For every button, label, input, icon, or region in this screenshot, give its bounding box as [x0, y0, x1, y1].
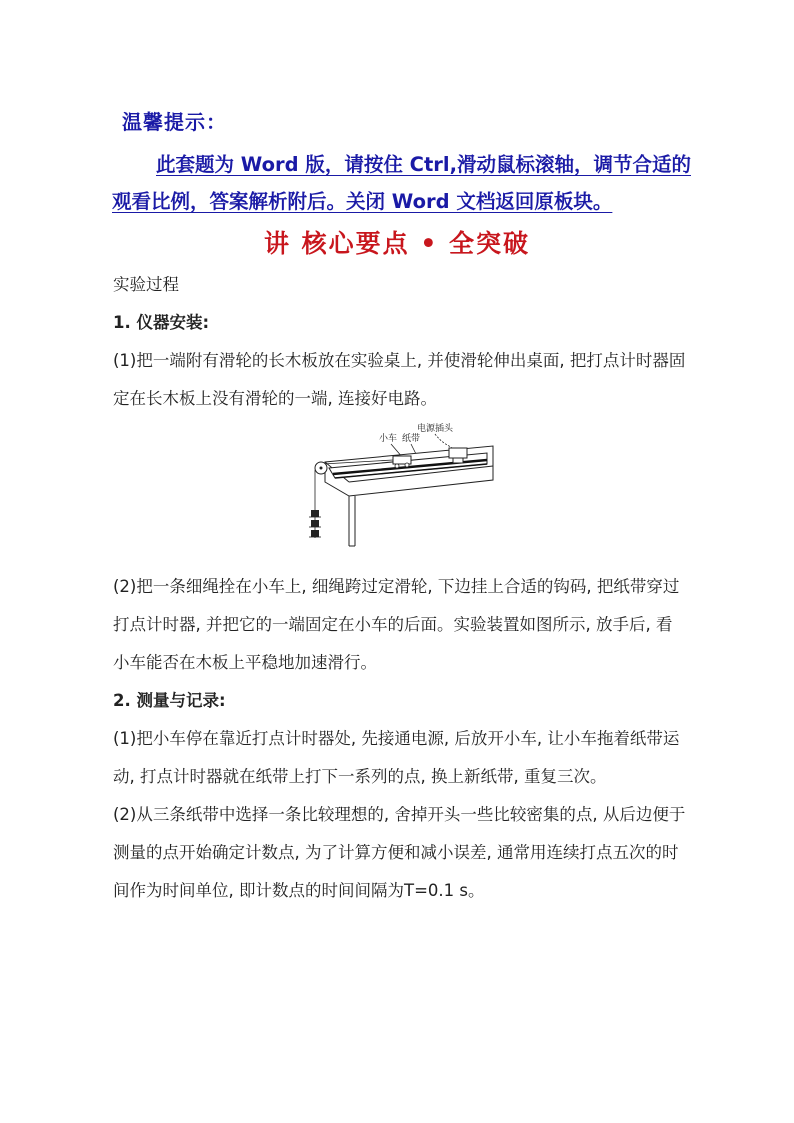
notice-body: 此套题为 Word 版，请按住 Ctrl,滑动鼠标滚轴，调节合适的观看比例，答案解析附后。关闭 Word 文档返回原板块。 — [112, 153, 691, 213]
step2-title: 2. 测量与记录: — [113, 691, 226, 710]
label-power: 电源插头 — [417, 424, 454, 434]
step2-item1: (1)把小车停在靠近打点计时器处, 先接通电源, 后放开小车, 让小车拖着纸带运动, 打点计时器就在纸带上打下一系列的点, 换上新纸带, 重复三次。 — [113, 729, 680, 786]
apparatus-diagram — [303, 420, 498, 548]
section-heading: 讲 核心要点 • 全突破 — [263, 229, 531, 258]
document-content — [113, 266, 688, 910]
label-tape: 纸带 — [402, 434, 421, 444]
step2-item2: (2)从三条纸带中选择一条比较理想的, 舍掉开头一些比较密集的点, 从后边便于测量的点开始确定计数点, 为了计算方便和减小误差, 通常用连续打点五次的时间作为时间单位, 即计数点的时间间隔为T=0.1 s。 — [113, 805, 686, 900]
step1-title: 1. 仪器安装: — [113, 313, 210, 332]
experiment-title: 实验过程 — [113, 275, 179, 294]
step1-item2: (2)把一条细绳拴在小车上, 细绳跨过定滑轮, 下边挂上合适的钩码, 把纸带穿过打点计时器, 并把它的一端固定在小车的后面。实验装置如图所示, 放手后, 看小车能否在木板上平稳地加速滑行。 — [113, 577, 680, 672]
label-cart: 小车 — [379, 434, 398, 444]
apparatus-figure — [113, 418, 688, 568]
notice-title: 温馨提示： — [122, 110, 227, 134]
step1-item1: (1)把一端附有滑轮的长木板放在实验桌上, 并使滑轮伸出桌面, 把打点计时器固定在长木板上没有滑轮的一端, 连接好电路。 — [113, 351, 686, 408]
